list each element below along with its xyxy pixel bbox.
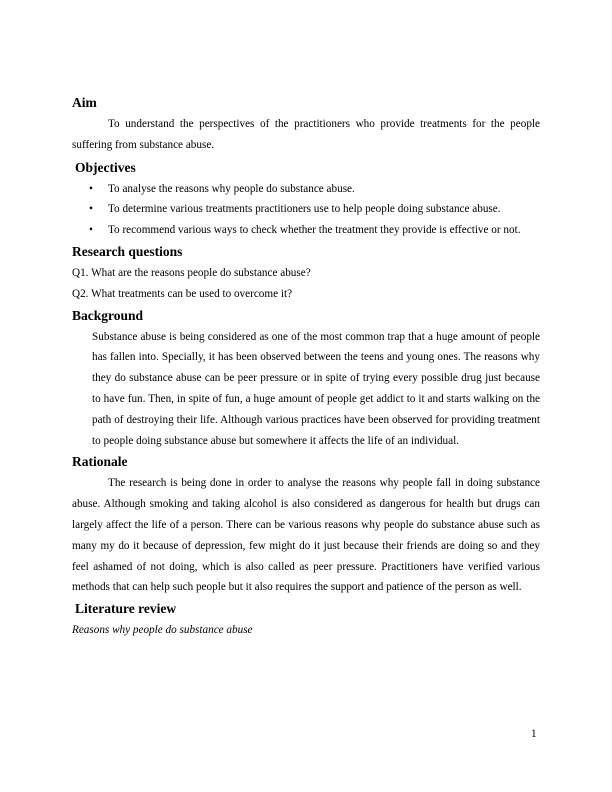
objectives-heading: Objectives <box>75 159 136 175</box>
research-question-2: Q2. What treatments can be used to overcome it? <box>72 287 293 300</box>
aim-text: To understand the perspectives of the practitioners who provide treatments for the people suffering from substance abuse. <box>72 118 540 151</box>
document-page <box>72 92 540 641</box>
objectives-list <box>72 179 540 241</box>
research-questions-heading: Research questions <box>72 243 183 259</box>
literature-review-heading: Literature review <box>75 601 177 617</box>
bullet-icon: • <box>89 182 93 195</box>
aim-heading: Aim <box>72 95 97 110</box>
research-question-1: Q1. What are the reasons people do substance abuse? <box>72 266 311 279</box>
background-text: Substance abuse is being considered as one of the most common trap that a huge amount of people has fallen into. Specially, it has been observed between the teens and young ones. The reasons why they do substance abuse can be peer pressure or in spite of trying every possible drug just because to have fun. Then, in spite of fun, a huge amount of people get addict to it and starts walking on the path of destroying their life. Although various practices have been observed for providing treatment to people doing substance abuse but somewhere it affects the life of an individual. <box>92 330 540 447</box>
background-heading: Background <box>72 307 144 323</box>
literature-review-subheading: Reasons why people do substance abuse <box>72 624 253 637</box>
list-item: • To recommend various ways to check whether the treatment they provide is effective or not. <box>72 220 540 241</box>
rationale-text: The research is being done in order to analyse the reasons why people fall in doing substance abuse. Although smoking and taking alcohol is also considered as dangerous for health but drugs can largely affect the life of a person. There can be various reasons why people do substance abuse such as many my do it because of depression, few might do it just because their friends are doing so and they feel ashamed of not doing, which is also called as peer pressure. Practitioners have verified various methods that can help such people but it also requires the support and patience of the person as well. <box>72 477 540 594</box>
list-item: • To determine various treatments practitioners use to help people doing substance abuse. <box>72 199 540 220</box>
page-number: 1 <box>531 728 537 740</box>
list-item: • To analyse the reasons why people do substance abuse. <box>72 179 540 200</box>
bullet-icon: • <box>89 224 93 237</box>
bullet-icon: • <box>89 203 93 216</box>
rationale-heading: Rationale <box>72 454 128 470</box>
